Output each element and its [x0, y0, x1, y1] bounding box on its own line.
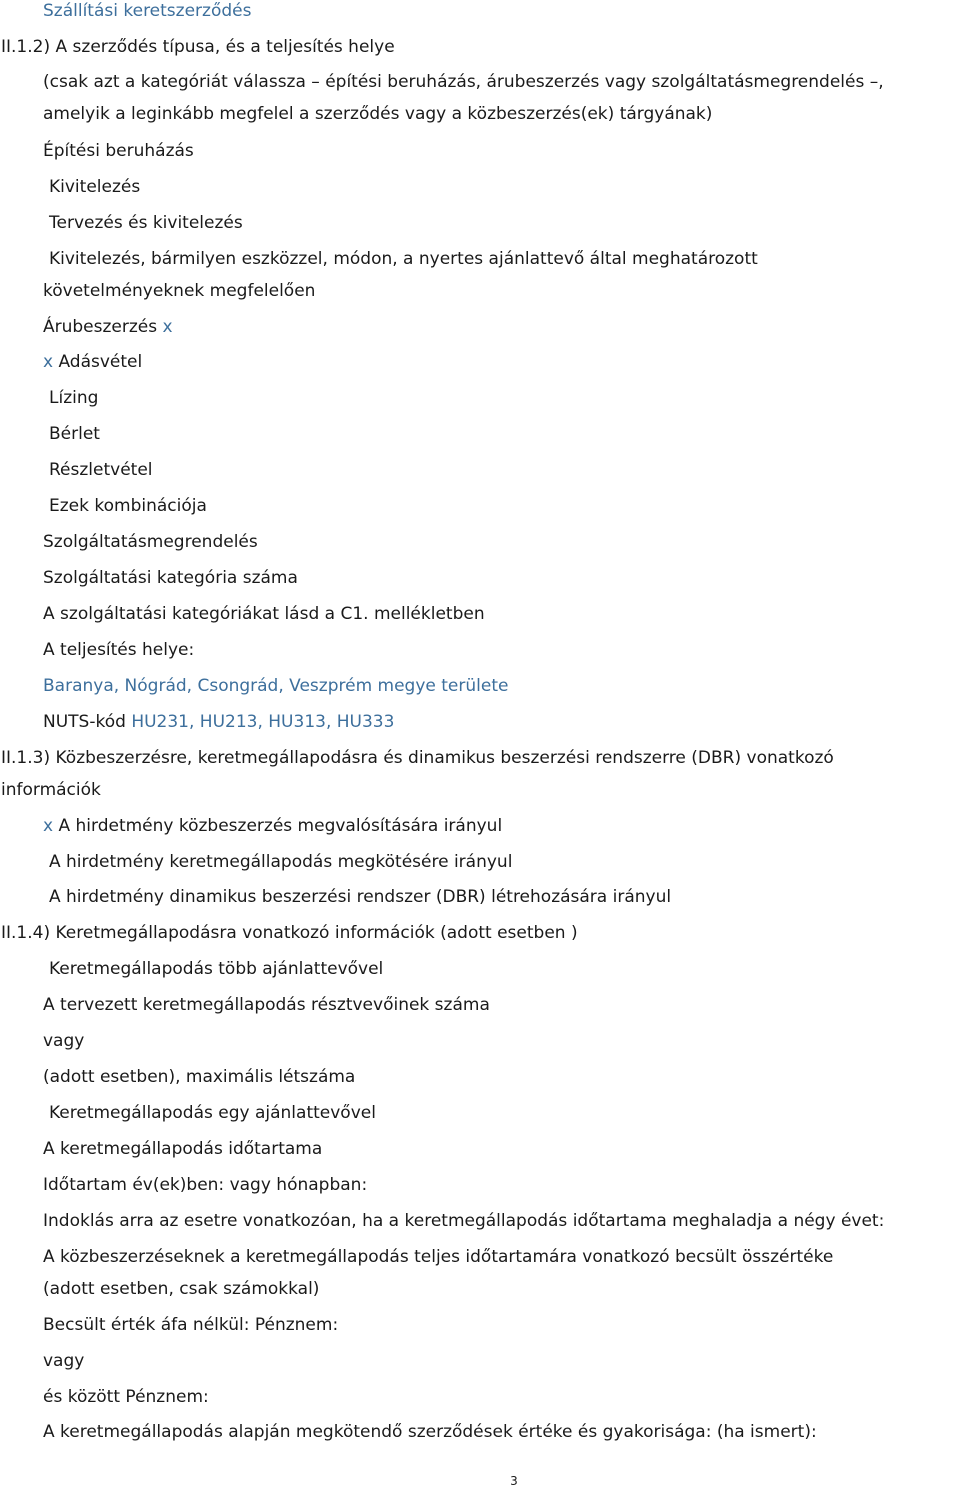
- or-label-2: vagy: [43, 1351, 85, 1371]
- option-single-operator: Keretmegállapodás egy ajánlattevővel: [49, 1103, 376, 1123]
- public-procurement-selected-mark: x: [43, 816, 54, 836]
- service-category-note: A szolgáltatási kategóriákat lásd a C1. mellékletben: [43, 604, 485, 624]
- public-procurement-label: A hirdetmény közbeszerzés megvalósítására irányul: [53, 816, 503, 836]
- option-works: Építési beruházás: [43, 141, 194, 161]
- option-combination: Ezek kombinációja: [49, 496, 207, 516]
- estimated-total-value-line-1: A közbeszerzéseknek a keretmegállapodás teljes időtartamára vonatkozó becsült összértéke: [43, 1247, 834, 1267]
- duration-label: A keretmegállapodás időtartama: [43, 1139, 323, 1159]
- option-works-design-execution: Tervezés és kivitelezés: [49, 213, 243, 233]
- duration-units-label: Időtartam év(ek)ben: vagy hónapban:: [43, 1175, 368, 1195]
- nuts-value: HU231, HU213, HU313, HU333: [131, 712, 395, 732]
- place-value: Baranya, Nógrád, Csongrád, Veszprém megye területe: [43, 676, 509, 696]
- category-note-line-2: amelyik a leginkább megfelel a szerződés vagy a közbeszerzés(ek) tárgyának): [43, 104, 713, 124]
- estimated-value-no-vat-label: Becsült érték áfa nélkül: Pénznem:: [43, 1315, 339, 1335]
- option-framework-agreement: A hirdetmény keretmegállapodás megkötésére irányul: [49, 852, 513, 872]
- option-services: Szolgáltatásmegrendelés: [43, 532, 258, 552]
- option-supplies: [43, 317, 954, 337]
- section-heading-ii-1-3-line-2: információk: [1, 780, 101, 800]
- contracts-value-frequency-label: A keretmegállapodás alapján megkötendő szerződések értéke és gyakorisága: (ha ismert):: [43, 1422, 817, 1442]
- supplies-label: Árubeszerzés: [43, 317, 163, 337]
- purchase-selected-mark: x: [43, 352, 54, 372]
- section-heading-ii-1-2: II.1.2) A szerződés típusa, és a teljesítés helye: [1, 37, 395, 57]
- option-purchase: [43, 352, 954, 372]
- option-dps: A hirdetmény dinamikus beszerzési rendszer (DBR) létrehozására irányul: [49, 887, 672, 907]
- max-participants-label: (adott esetben), maximális létszáma: [43, 1067, 356, 1087]
- nuts-code-row: [43, 712, 954, 732]
- estimated-total-value-line-2: (adott esetben, csak számokkal): [43, 1279, 320, 1299]
- service-category-label: Szolgáltatási kategória száma: [43, 568, 298, 588]
- planned-participants-label: A tervezett keretmegállapodás résztvevőinek száma: [43, 995, 490, 1015]
- place-label: A teljesítés helye:: [43, 640, 195, 660]
- section-heading-ii-1-3-line-1: II.1.3) Közbeszerzésre, keretmegállapodásra és dinamikus beszerzési rendszerre (DBR) vonatkozó: [1, 748, 834, 768]
- option-rental: Bérlet: [49, 424, 100, 444]
- document-title: Szállítási keretszerződés: [43, 1, 252, 21]
- nuts-label: NUTS-kód: [43, 712, 132, 732]
- option-multiple-operators: Keretmegállapodás több ajánlattevővel: [49, 959, 384, 979]
- option-works-execution: Kivitelezés: [49, 177, 141, 197]
- page-number: 3: [510, 1474, 518, 1488]
- purchase-label: Adásvétel: [53, 352, 143, 372]
- or-label-1: vagy: [43, 1031, 85, 1051]
- option-works-any-means-line-1: Kivitelezés, bármilyen eszközzel, módon, a nyertes ajánlattevő által meghatározott: [49, 249, 758, 269]
- value-range-label: és között Pénznem:: [43, 1387, 209, 1407]
- option-works-any-means-line-2: követelményeknek megfelelően: [43, 281, 316, 301]
- category-note-line-1: (csak azt a kategóriát válassza – építési beruházás, árubeszerzés vagy szolgáltatásmegrendelés –,: [43, 72, 884, 92]
- section-heading-ii-1-4: II.1.4) Keretmegállapodásra vonatkozó információk (adott esetben ): [1, 923, 578, 943]
- supplies-selected-mark: x: [162, 317, 173, 337]
- option-lease: Lízing: [49, 388, 99, 408]
- option-hire-purchase: Részletvétel: [49, 460, 153, 480]
- option-public-procurement: [43, 816, 954, 836]
- justification-label: Indoklás arra az esetre vonatkozóan, ha a keretmegállapodás időtartama meghaladja a négy évet:: [43, 1211, 885, 1231]
